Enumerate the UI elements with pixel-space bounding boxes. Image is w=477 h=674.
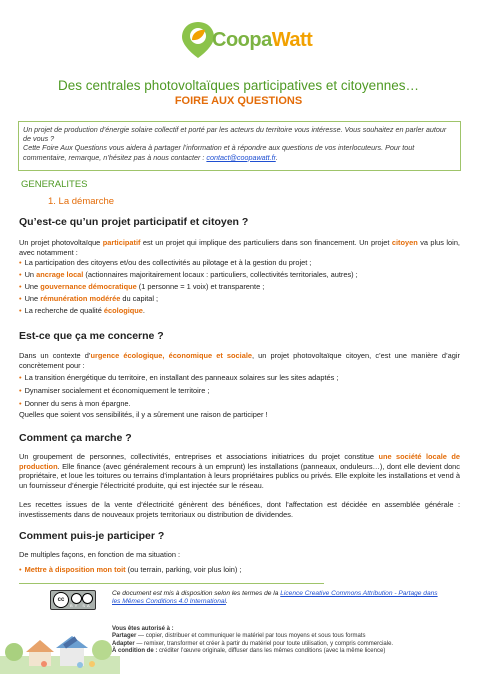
permission-adapt-text: — remixer, transformer et créer à partir du matériel pour toute utilisation, y compris commerciale. bbox=[134, 640, 394, 647]
q1-text-b: est un projet qui implique des particuliers dans son financement. Un projet bbox=[140, 238, 392, 247]
permission-share bbox=[112, 633, 365, 639]
q1-highlight-citoyen: citoyen bbox=[391, 238, 418, 247]
permission-condition bbox=[112, 648, 385, 654]
subsection-heading: 1. La démarche bbox=[48, 196, 115, 207]
intro-line-1: Un projet de production d’énergie solaire collectif et porté par les acteurs du territoire vous intéresse. Vous souhaitez en parler autour de vous ? bbox=[23, 125, 447, 144]
section-heading: GENERALITES bbox=[21, 179, 88, 190]
contact-email-link[interactable]: contact@coopawatt.fr bbox=[206, 152, 276, 162]
q1-bullet-5-highlight: écologique bbox=[103, 306, 143, 315]
q3-text-a: Un groupement de personnes, collectivités, entreprises et associations initiatrices du projet constitue bbox=[19, 452, 379, 461]
q1-bullet-2 bbox=[19, 270, 460, 280]
q1-bullet-4-pre: Une bbox=[24, 294, 41, 303]
license-suffix: . bbox=[226, 598, 228, 606]
permission-condition-text: créditer l’œuvre originale, diffuser dans les mêmes conditions (avec la même licence) bbox=[157, 648, 386, 655]
q1-bullet-4-post: du capital ; bbox=[120, 294, 159, 303]
bullet-icon: • bbox=[19, 306, 22, 315]
q2-highlight: urgence écologique, économique et sociale bbox=[90, 351, 252, 360]
q1-bullet-5-post: . bbox=[142, 306, 145, 315]
permission-share-label: Partager bbox=[112, 633, 137, 640]
cc-by-sa-badge bbox=[50, 590, 96, 610]
q4-bullet-1-highlight: Mettre à disposition mon toit bbox=[24, 565, 126, 574]
bullet-icon: • bbox=[19, 258, 22, 267]
permission-share-text: — copier, distribuer et communiquer le matériel par tous moyens et sous tous formats bbox=[136, 633, 366, 640]
q2-paragraph bbox=[19, 351, 460, 370]
q1-bullet-5-pre: La recherche de qualité bbox=[24, 306, 104, 315]
intro-box bbox=[18, 121, 461, 171]
license-link[interactable]: Licence Creative Commons Attribution - Partage dans les Mêmes Conditions 4.0 International bbox=[112, 590, 438, 606]
bullet-icon: • bbox=[19, 373, 22, 382]
q2-text-a: Dans un contexte d’ bbox=[19, 351, 91, 360]
page-subtitle: FOIRE AUX QUESTIONS bbox=[174, 95, 303, 107]
coopawatt-logo bbox=[178, 20, 313, 60]
permissions-title: Vous êtes autorisé à : bbox=[112, 626, 174, 632]
q4-bullet-1-post: (ou terrain, parking, voir plus loin) ; bbox=[125, 565, 242, 574]
village-illustration-icon bbox=[0, 618, 120, 674]
q2-bullet-1-text: La transition énergétique du territoire, en installant des panneaux solaires sur les sites adaptés ; bbox=[24, 373, 339, 382]
q1-bullet-3-highlight: gouvernance démocratique bbox=[40, 282, 137, 291]
bullet-icon: • bbox=[19, 565, 22, 574]
permission-adapt bbox=[112, 641, 393, 647]
q4-bullet-1 bbox=[19, 565, 460, 575]
permission-adapt-label: Adapter bbox=[112, 640, 135, 647]
q1-paragraph bbox=[19, 238, 460, 257]
q4-paragraph: De multiples façons, en fonction de ma situation : bbox=[19, 550, 181, 559]
q3-text-b: . Elle finance (avec généralement recours à un emprunt) les installations (panneaux, onduleurs…), dont elle devient donc propriétaire, et loue les toitures ou terrains d’implantation à leurs propriétaires publics ou privés. Elle exploite les installations et vend à un fournisseur d’énergie l’électricité produite, qui est injectée sur le réseau. bbox=[19, 461, 460, 490]
q1-bullet-2-post: (actionnaires majoritairement locaux : particuliers, collectivités territoriales, autres) ; bbox=[83, 270, 358, 279]
q3-paragraph-1 bbox=[19, 452, 460, 490]
bullet-icon: • bbox=[19, 294, 22, 303]
license-permissions bbox=[112, 626, 452, 656]
q2-bullet-3-text: Donner du sens à mon épargne. bbox=[24, 399, 131, 408]
q1-text-a: Un projet photovoltaïque bbox=[19, 238, 103, 247]
q1-bullet-3-post: (1 personne = 1 voix) et transparente ; bbox=[136, 282, 265, 291]
q1-bullet-4-highlight: rémunération modérée bbox=[40, 294, 121, 303]
q3-paragraph-2: Les recettes issues de la vente d’électricité génèrent des bénéfices, dont l’affectation est décidée en assemblée générale : investissements dans de nouveaux projets territoriaux ou distribution de dividendes. bbox=[19, 500, 460, 519]
q2-bullet-2 bbox=[19, 386, 460, 396]
question-heading-2: Est-ce que ça me concerne ? bbox=[19, 330, 164, 342]
q1-bullet-4 bbox=[19, 294, 460, 304]
logo-text-coopa: Coopa bbox=[212, 29, 272, 51]
permission-condition-label: À condition de : bbox=[112, 648, 158, 655]
intro-line-2 bbox=[23, 143, 456, 161]
footer-divider bbox=[19, 583, 324, 584]
logo-text-watt: Watt bbox=[271, 29, 313, 51]
logo-wordmark bbox=[212, 29, 312, 52]
bullet-icon: • bbox=[19, 282, 22, 291]
license-prefix: Ce document est mis à disposition selon les termes de la bbox=[112, 590, 281, 597]
q2-bullet-1 bbox=[19, 373, 460, 383]
q1-bullet-3-pre: Une bbox=[24, 282, 41, 291]
bullet-icon: • bbox=[19, 270, 22, 279]
q1-bullet-1-text: La participation des citoyens et/ou des collectivités au pilotage et à la gestion du projet ; bbox=[24, 258, 312, 267]
intro-line-2-end: . bbox=[275, 152, 278, 162]
q2-bullet-2-text: Dynamiser socialement et économiquement le territoire ; bbox=[24, 386, 210, 395]
q1-bullet-1 bbox=[19, 258, 460, 268]
question-heading-1: Qu’est-ce qu’un projet participatif et citoyen ? bbox=[19, 216, 249, 228]
cc-logo-icon: cc bbox=[53, 592, 69, 608]
q1-bullet-3 bbox=[19, 282, 460, 292]
question-heading-3: Comment ça marche ? bbox=[19, 432, 132, 444]
license-notice bbox=[112, 590, 442, 607]
page-title: Des centrales photovoltaïques participatives et citoyennes… bbox=[58, 78, 419, 93]
q1-highlight-participatif: participatif bbox=[102, 238, 141, 247]
q1-bullet-2-pre: Un bbox=[24, 270, 37, 279]
q3-highlight: une société locale de production bbox=[19, 452, 460, 471]
question-heading-4: Comment puis-je participer ? bbox=[19, 530, 165, 542]
q2-bullet-3 bbox=[19, 399, 460, 409]
bullet-icon: • bbox=[19, 399, 22, 408]
q1-bullet-5 bbox=[19, 306, 460, 316]
q2-text-b: , un projet photovoltaïque citoyen, c’est une manière d’agir concrètement pour : bbox=[19, 351, 460, 370]
cc-badge-labels: BY SA bbox=[70, 603, 92, 608]
q1-bullet-2-highlight: ancrage local bbox=[36, 270, 84, 279]
q2-closing: Quelles que soient vos sensibilités, il y a sûrement une raison de participer ! bbox=[19, 410, 268, 419]
bullet-icon: • bbox=[19, 386, 22, 395]
q1-text-c: va plus loin, avec notamment : bbox=[19, 238, 460, 257]
intro-line-2-text: Cette Foire Aux Questions vous aidera à partager l’information et à répondre aux questions de vos interlocuteurs. Pour tout commentaire, remarque, n’hésitez pas à nous contacter : bbox=[23, 143, 415, 162]
